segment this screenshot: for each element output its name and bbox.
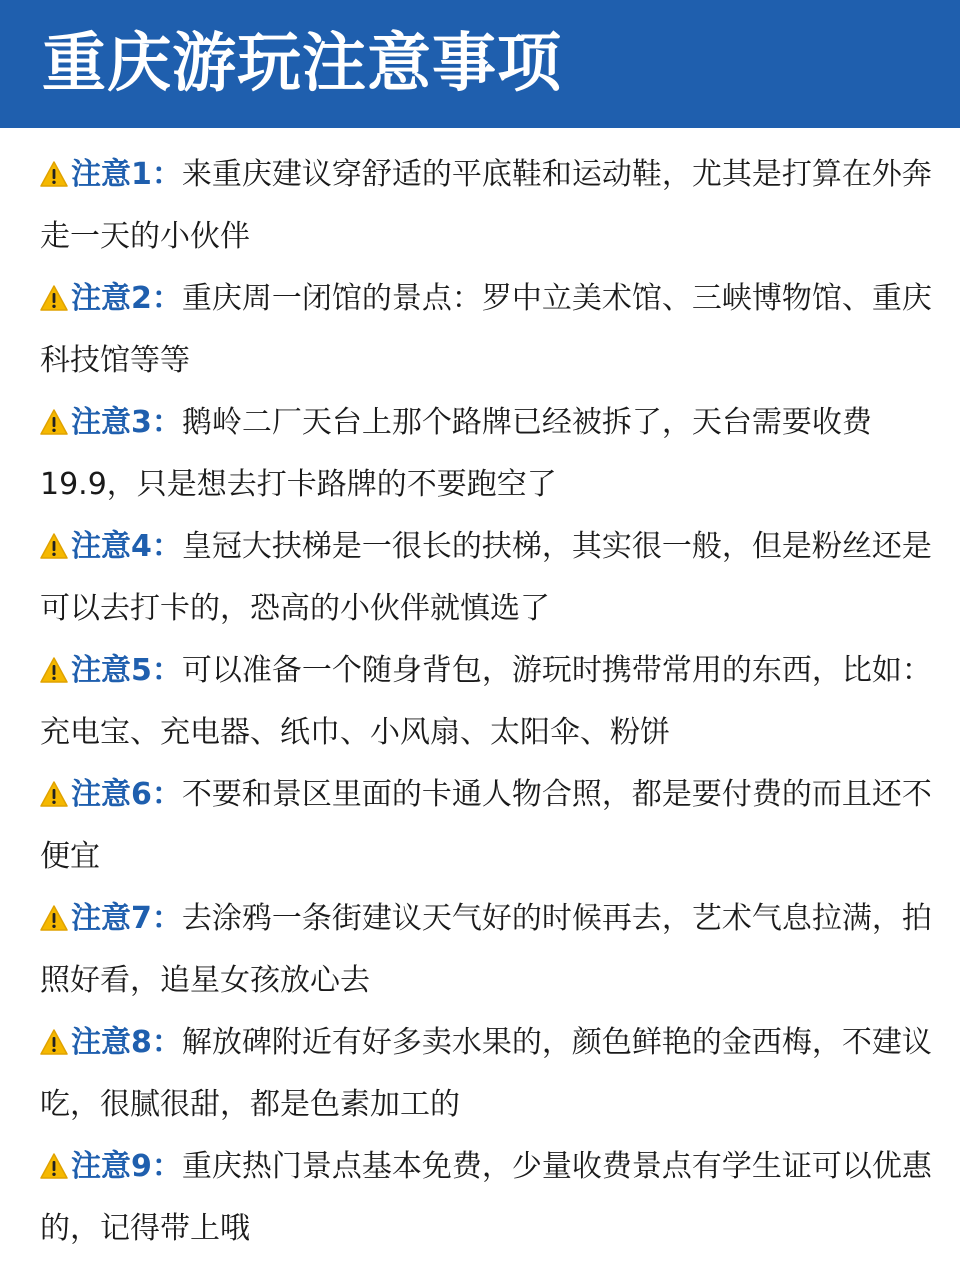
note-text: 解放碑附近有好多卖水果的，颜色鲜艳的金西梅，不建议吃，很腻很甜，都是色素加工的 — [40, 1025, 932, 1122]
note-item — [40, 268, 940, 392]
note-text: 不要和景区里面的卡通人物合照，都是要付费的而且还不便宜 — [40, 777, 932, 874]
note-item — [40, 888, 940, 1012]
warning-icon — [40, 533, 68, 559]
warning-icon — [40, 409, 68, 435]
note-item — [40, 144, 940, 268]
note-label: 注意8： — [71, 1025, 182, 1060]
warning-icon — [40, 781, 68, 807]
note-item — [40, 392, 940, 516]
note-label: 注意7： — [71, 901, 182, 936]
note-label: 注意2： — [71, 281, 182, 316]
note-text: 重庆周一闭馆的景点：罗中立美术馆、三峡博物馆、重庆科技馆等等 — [40, 281, 932, 378]
note-text: 重庆热门景点基本免费，少量收费景点有学生证可以优惠的，记得带上哦 — [40, 1149, 932, 1246]
note-item — [40, 516, 940, 640]
note-item — [40, 764, 940, 888]
warning-icon — [40, 161, 68, 187]
note-item — [40, 1012, 940, 1136]
note-label: 注意4： — [71, 529, 182, 564]
warning-icon — [40, 1153, 68, 1179]
note-label: 注意1： — [71, 157, 182, 192]
note-item — [40, 1136, 940, 1260]
note-label: 注意5： — [71, 653, 182, 688]
page-title: 重庆游玩注意事项 — [42, 27, 562, 101]
note-item — [40, 640, 940, 764]
warning-icon — [40, 285, 68, 311]
note-text: 去涂鸦一条街建议天气好的时候再去，艺术气息拉满，拍照好看，追星女孩放心去 — [40, 901, 932, 998]
title-banner — [0, 0, 960, 128]
note-text: 鹅岭二厂天台上那个路牌已经被拆了，天台需要收费19.9，只是想去打卡路牌的不要跑空了 — [40, 405, 872, 502]
note-text: 来重庆建议穿舒适的平底鞋和运动鞋，尤其是打算在外奔走一天的小伙伴 — [40, 157, 932, 254]
warning-icon — [40, 657, 68, 683]
note-text: 皇冠大扶梯是一很长的扶梯，其实很一般，但是粉丝还是可以去打卡的，恐高的小伙伴就慎选了 — [40, 529, 932, 626]
note-label: 注意9： — [71, 1149, 182, 1184]
note-label: 注意6： — [71, 777, 182, 812]
note-text: 可以准备一个随身背包，游玩时携带常用的东西，比如：充电宝、充电器、纸巾、小风扇、太阳伞、粉饼 — [40, 653, 932, 750]
notes-list — [0, 144, 960, 1260]
note-label: 注意3： — [71, 405, 182, 440]
warning-icon — [40, 1029, 68, 1055]
warning-icon — [40, 905, 68, 931]
